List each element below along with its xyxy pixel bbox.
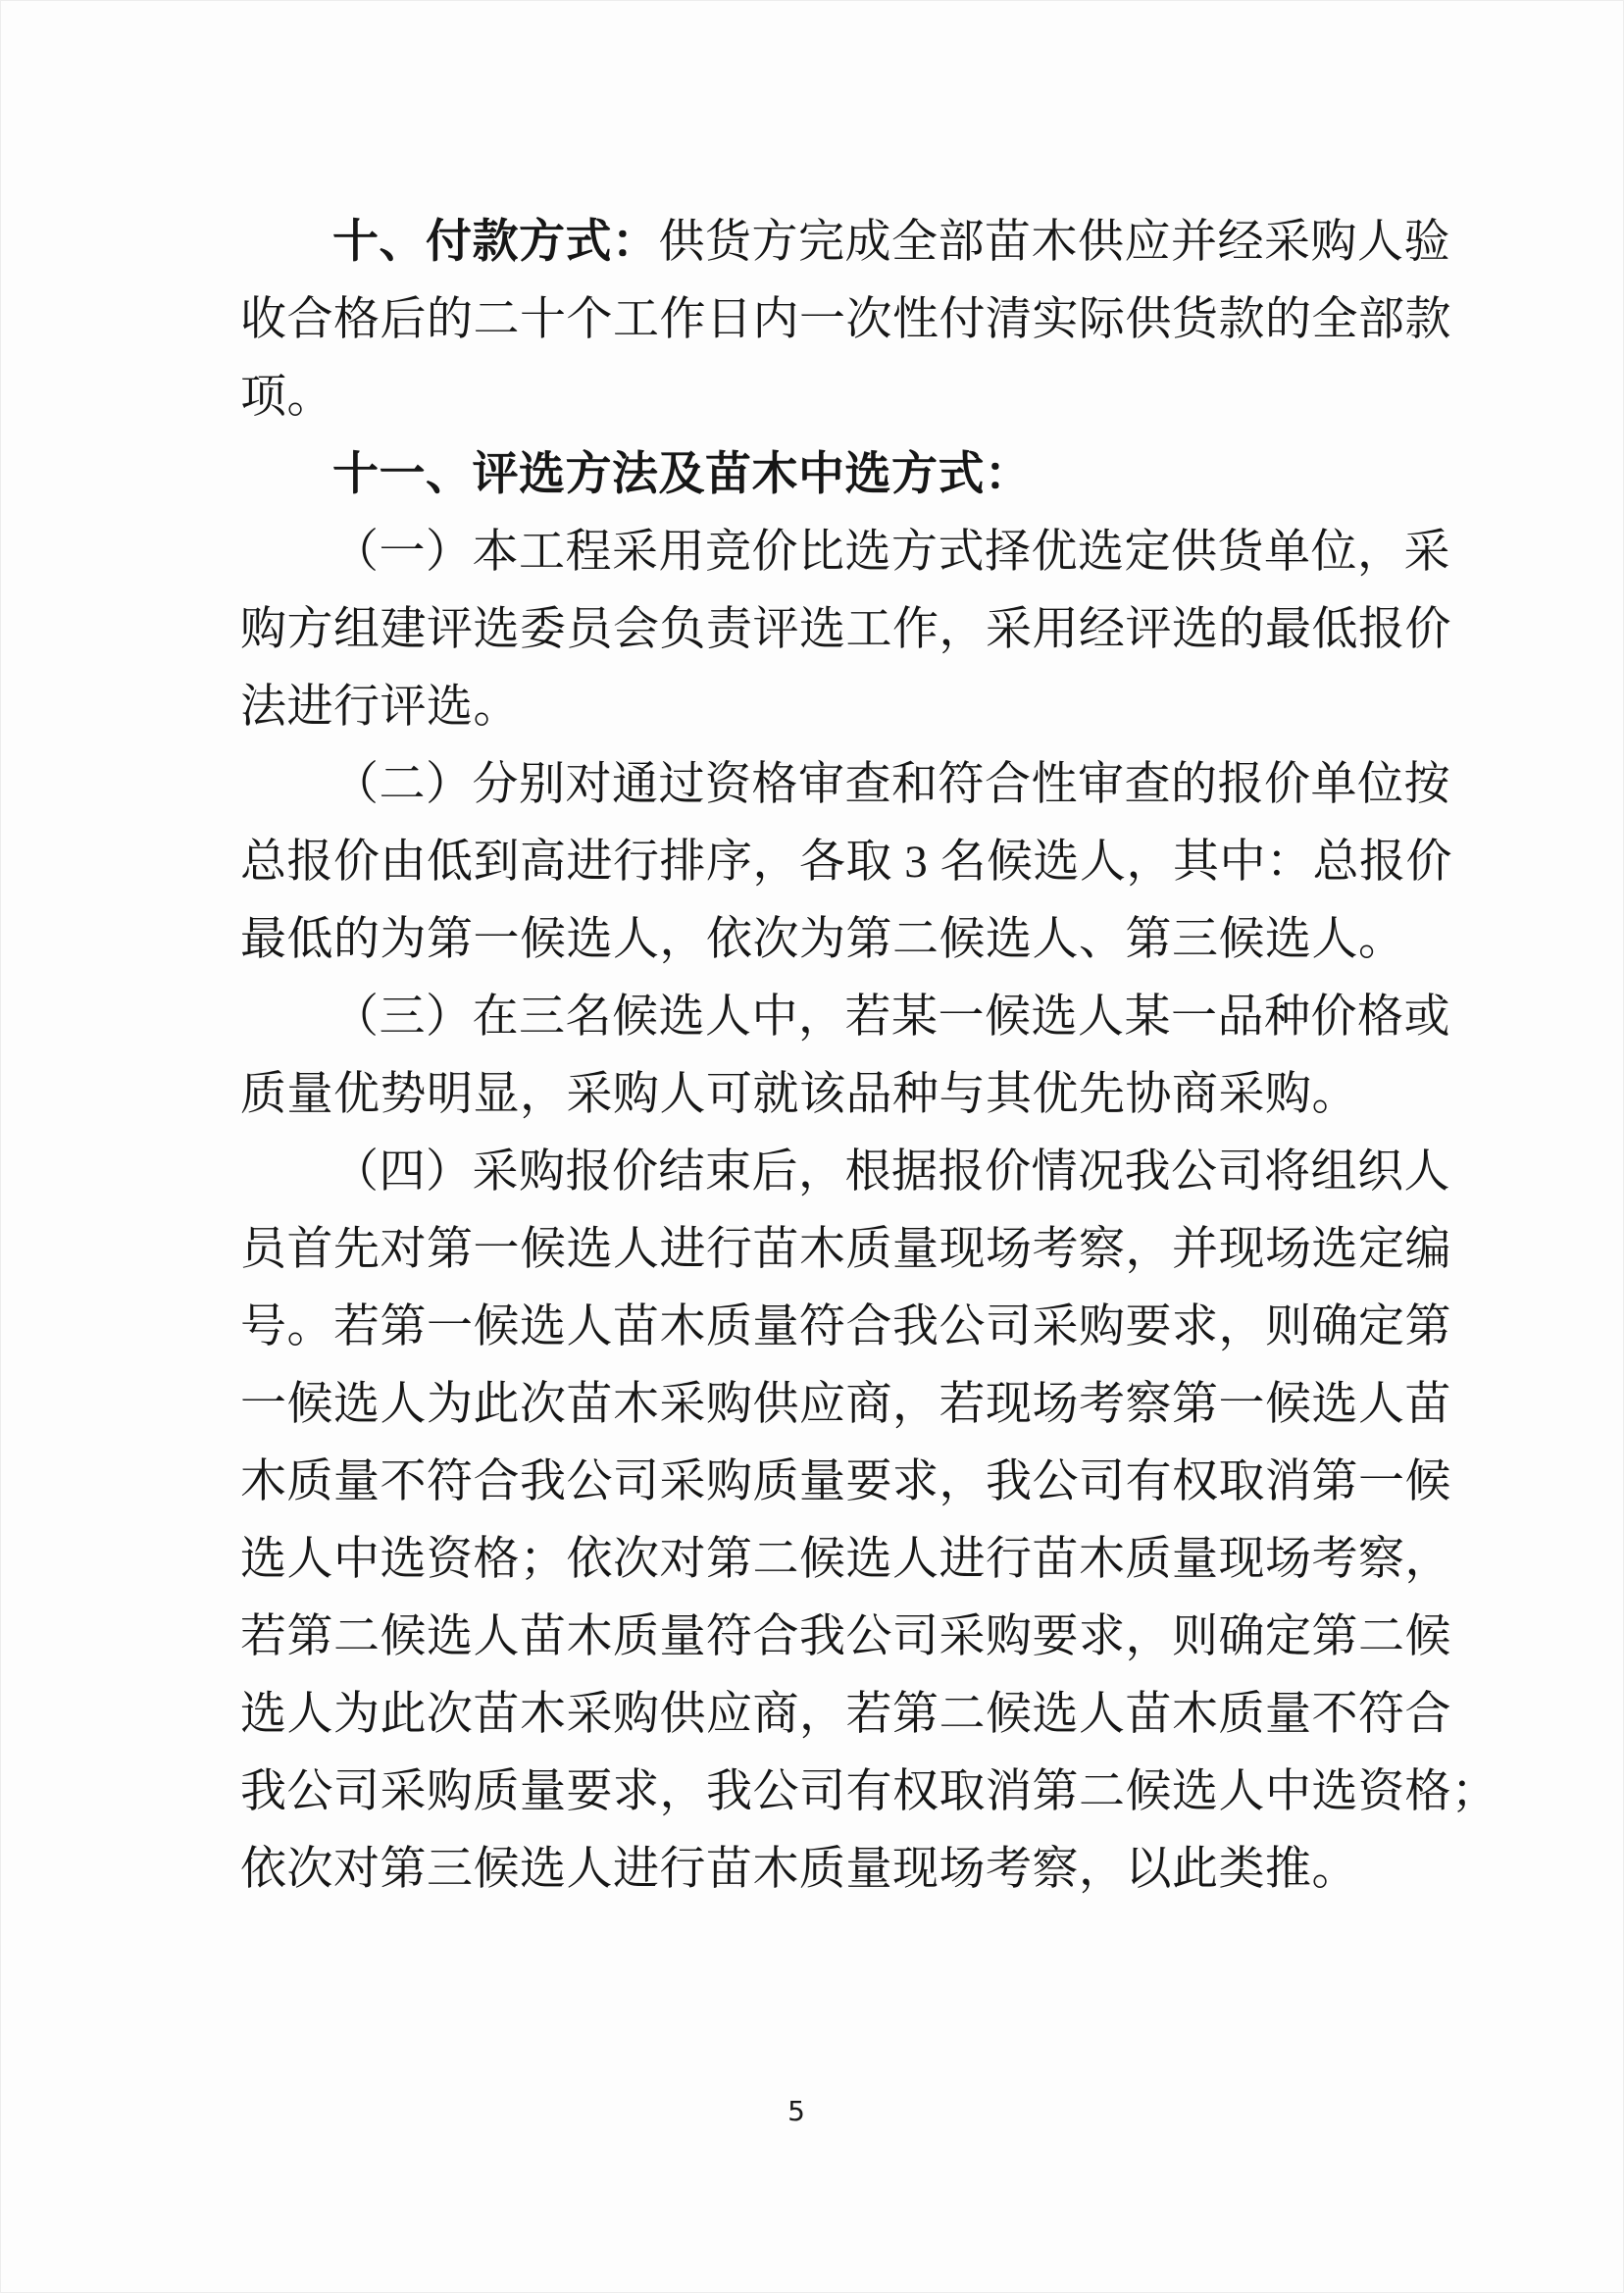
text-run: 收合格后的二十个工作日内一次性付清实际供货款的全部款 <box>240 294 1451 345</box>
text-line <box>240 1599 1451 1676</box>
text-line <box>240 591 1451 669</box>
text-line <box>240 669 1366 746</box>
text-run: 购方组建评选委员会负责评选工作，采用经评选的最低报价 <box>240 604 1451 655</box>
text-line <box>240 1056 1366 1134</box>
text-line <box>240 1754 1498 1831</box>
text-run: 木质量不符合我公司采购质量要求，我公司有权取消第一候 <box>240 1456 1451 1507</box>
text-run: 最低的为第一候选人，依次为第二候选人、第三候选人。 <box>240 914 1405 965</box>
text-line <box>240 1134 1450 1211</box>
text-line <box>240 1444 1451 1521</box>
text-run: 依次对第三候选人进行苗木质量现场考察，以此类推。 <box>240 1844 1358 1895</box>
text-line <box>240 204 1450 281</box>
text-line <box>240 1211 1451 1289</box>
text-run: 选人中选资格；依次对第二候选人进行苗木质量现场考察， <box>240 1534 1451 1585</box>
text-line <box>240 436 1366 514</box>
text-run: 总报价由低到高进行排序，各取 3 名候选人，其中：总报价 <box>240 837 1452 888</box>
text-run: 若第二候选人苗木质量符合我公司采购要求，则确定第二候 <box>240 1611 1451 1662</box>
text-run: （二）分别对通过资格审查和符合性审查的报价单位按 <box>332 759 1450 810</box>
text-line <box>240 514 1450 591</box>
text-run: 法进行评选。 <box>240 682 520 733</box>
text-line <box>240 1289 1451 1366</box>
text-run: （一）本工程采用竞价比选方式择优选定供货单位，采 <box>332 527 1450 578</box>
text-run: （四）采购报价结束后，根据报价情况我公司将组织人 <box>332 1146 1450 1197</box>
text-run: 质量优势明显，采购人可就该品种与其优先协商采购。 <box>240 1069 1358 1120</box>
section-heading-payment: 十、付款方式： <box>332 217 659 268</box>
text-run: 员首先对第一候选人进行苗木质量现场考察，并现场选定编 <box>240 1224 1451 1275</box>
text-run: （三）在三名候选人中，若某一候选人某一品种价格或 <box>332 992 1450 1043</box>
text-line <box>240 281 1451 359</box>
text-line <box>240 1521 1451 1599</box>
section-heading-selection-method: 十一、评选方法及苗木中选方式： <box>332 449 1032 500</box>
text-line <box>240 1676 1451 1754</box>
text-line <box>240 1366 1451 1444</box>
text-line <box>240 359 1366 436</box>
text-line <box>240 901 1405 979</box>
page-number: 5 <box>787 2095 805 2127</box>
text-run: 供货方完成全部苗木供应并经采购人验 <box>658 217 1450 268</box>
text-line <box>240 746 1450 824</box>
text-line <box>240 824 1452 901</box>
text-line <box>240 1831 1366 1909</box>
text-run: 一候选人为此次苗木采购供应商，若现场考察第一候选人苗 <box>240 1379 1451 1430</box>
text-run: 我公司采购质量要求，我公司有权取消第二候选人中选资格； <box>240 1766 1498 1817</box>
text-run: 号。若第一候选人苗木质量符合我公司采购要求，则确定第 <box>240 1301 1451 1352</box>
text-run: 项。 <box>240 372 333 423</box>
document-body <box>240 204 1498 1909</box>
text-line <box>240 979 1450 1056</box>
text-run: 选人为此次苗木采购供应商，若第二候选人苗木质量不符合 <box>240 1689 1451 1740</box>
